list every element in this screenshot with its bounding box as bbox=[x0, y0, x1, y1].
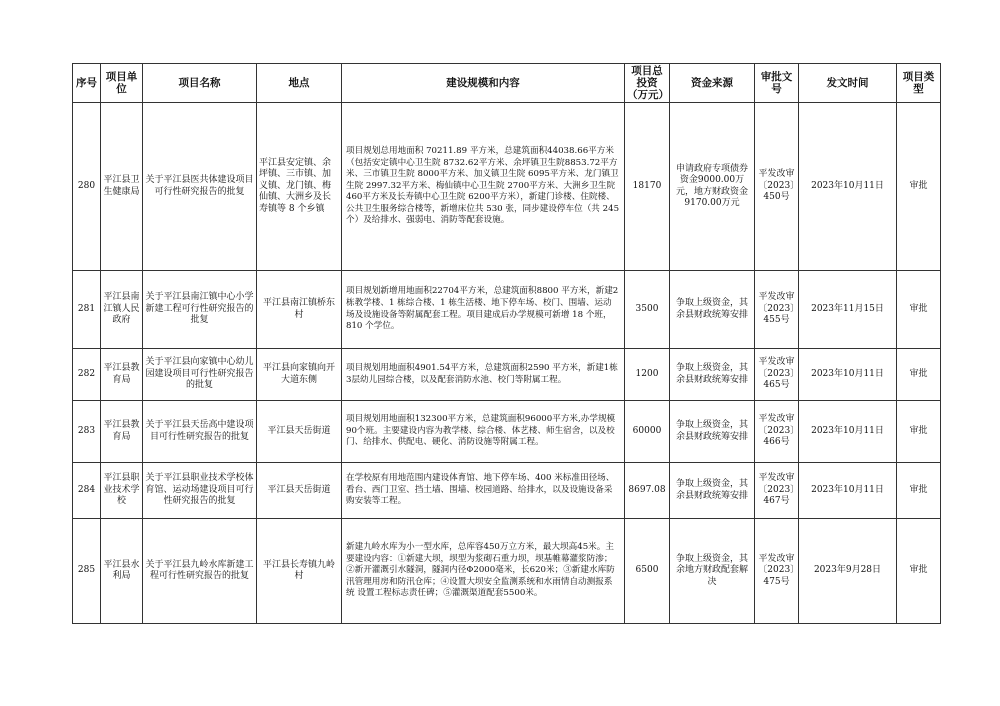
cell-approval: 平发改审〔2023〕465号 bbox=[755, 349, 799, 401]
cell-location: 平江县长寿镇九岭村 bbox=[257, 519, 342, 624]
cell-approval: 平发改审〔2023〕455号 bbox=[755, 271, 799, 349]
header-funding: 资金来源 bbox=[670, 64, 755, 103]
cell-location: 平江县南江镇桥东村 bbox=[257, 271, 342, 349]
cell-date: 2023年10月11日 bbox=[799, 463, 897, 519]
cell-no: 285 bbox=[73, 519, 101, 624]
cell-approval: 平发改审〔2023〕450号 bbox=[755, 103, 799, 271]
cell-investment: 1200 bbox=[625, 349, 670, 401]
cell-investment: 60000 bbox=[625, 401, 670, 463]
cell-approval: 平发改审〔2023〕467号 bbox=[755, 463, 799, 519]
cell-scope: 项目规划总用地面积 70211.89 平方米，总建筑面积44038.66平方米（包括安定镇中心卫生院 8732.62平方米、余坪镇卫生院8853.72平方米、三市镇卫生院 8000平方米、加义镇卫生院 6095平方米、龙门镇卫生院 2997.32平方米、梅仙镇中心卫生院 2700平方米、大洲乡卫生院 460平方米及长寿镇中心卫生院 6200平方米），新建门诊楼、住院楼、公共卫生服务综合楼等，新增床位共 530 张，同步建设停车位（共 245 个）及给排水、强弱电、消防等配套设施。 bbox=[342, 103, 625, 271]
table-row bbox=[73, 271, 941, 349]
cell-no: 284 bbox=[73, 463, 101, 519]
cell-funding: 争取上级资金，其余县财政统筹安排 bbox=[670, 349, 755, 401]
header-scope: 建设规模和内容 bbox=[342, 64, 625, 103]
cell-type: 审批 bbox=[897, 519, 941, 624]
cell-scope: 新建九岭水库为小一型水库，总库容450万立方米，最大坝高45米。主要建设内容：①新建大坝，坝型为浆砌石重力坝，坝基帷幕灌浆防渗；②新开灌溉引水隧洞，隧洞内径Φ2000毫米，长620米；③新建水库防汛管理用房和防汛仓库；④设置大坝安全监测系统和水雨情自动测报系统 设置工程标志责任碑；⑤灌溉渠道配套5500米。 bbox=[342, 519, 625, 624]
cell-name: 关于平江县天岳高中建设项目可行性研究报告的批复 bbox=[143, 401, 257, 463]
table-row bbox=[73, 349, 941, 401]
cell-no: 281 bbox=[73, 271, 101, 349]
cell-date: 2023年9月28日 bbox=[799, 519, 897, 624]
cell-funding: 争取上级资金，其余县财政统筹安排 bbox=[670, 271, 755, 349]
header-row bbox=[73, 64, 941, 103]
cell-investment: 18170 bbox=[625, 103, 670, 271]
cell-location: 平江县向家镇向开大道东侧 bbox=[257, 349, 342, 401]
cell-no: 283 bbox=[73, 401, 101, 463]
cell-no: 282 bbox=[73, 349, 101, 401]
cell-name: 关于平江县向家镇中心幼儿园建设项目可行性研究报告的批复 bbox=[143, 349, 257, 401]
cell-no: 280 bbox=[73, 103, 101, 271]
header-date: 发文时间 bbox=[799, 64, 897, 103]
cell-approval: 平发改审〔2023〕466号 bbox=[755, 401, 799, 463]
cell-scope: 项目规划用地面积4901.54平方米，总建筑面积2590 平方米，新建1栋3层幼儿园综合楼，以及配套消防水池、校门等附属工程。 bbox=[342, 349, 625, 401]
cell-name: 关于平江县九岭水库新建工程可行性研究报告的批复 bbox=[143, 519, 257, 624]
table-row bbox=[73, 401, 941, 463]
cell-name: 关于平江县医共体建设项目可行性研究报告的批复 bbox=[143, 103, 257, 271]
cell-unit: 平江县教育局 bbox=[101, 401, 143, 463]
cell-type: 审批 bbox=[897, 401, 941, 463]
header-investment: 项目总投资（万元） bbox=[625, 64, 670, 103]
header-name: 项目名称 bbox=[143, 64, 257, 103]
cell-scope: 项目规划新增用地面积22704平方米，总建筑面积8800 平方米，新建2 栋教学楼、1 栋综合楼、1 栋生活楼、地下停车场、校门、围墙、运动场及设施设备等附属配套工程。项目建成后办学规模可新增 18 个班，810 个学位。 bbox=[342, 271, 625, 349]
cell-name: 关于平江县南江镇中心小学新建工程可行性研究报告的批复 bbox=[143, 271, 257, 349]
cell-funding: 争取上级资金，其余地方财政配套解决 bbox=[670, 519, 755, 624]
header-no: 序号 bbox=[73, 64, 101, 103]
cell-type: 审批 bbox=[897, 463, 941, 519]
cell-investment: 3500 bbox=[625, 271, 670, 349]
cell-funding: 争取上级资金，其余县财政统筹安排 bbox=[670, 463, 755, 519]
cell-approval: 平发改审〔2023〕475号 bbox=[755, 519, 799, 624]
cell-date: 2023年10月11日 bbox=[799, 103, 897, 271]
cell-investment: 6500 bbox=[625, 519, 670, 624]
cell-type: 审批 bbox=[897, 103, 941, 271]
table-row bbox=[73, 103, 941, 271]
cell-date: 2023年10月11日 bbox=[799, 401, 897, 463]
cell-investment: 8697.08 bbox=[625, 463, 670, 519]
cell-unit: 平江县南江镇人民政府 bbox=[101, 271, 143, 349]
cell-unit: 平江县水利局 bbox=[101, 519, 143, 624]
table-row bbox=[73, 463, 941, 519]
cell-scope: 在学校原有用地范围内建设体育馆、地下停车场、400 米标准田径场、看台、西门卫室、挡土墙、围墙、校园道路、给排水，以及设施设备采购安装等工程。 bbox=[342, 463, 625, 519]
header-location: 地点 bbox=[257, 64, 342, 103]
header-approval: 审批文号 bbox=[755, 64, 799, 103]
cell-name: 关于平江县职业技术学校体育馆、运动场建设项目可行性研究报告的批复 bbox=[143, 463, 257, 519]
header-type: 项目类型 bbox=[897, 64, 941, 103]
cell-funding: 申请政府专项债券资金9000.00万元，地方财政资金9170.00万元 bbox=[670, 103, 755, 271]
cell-funding: 争取上级资金，其余县财政统筹安排 bbox=[670, 401, 755, 463]
project-approval-table bbox=[72, 63, 941, 624]
cell-type: 审批 bbox=[897, 349, 941, 401]
cell-date: 2023年11月15日 bbox=[799, 271, 897, 349]
table-row bbox=[73, 519, 941, 624]
cell-unit: 平江县卫生健康局 bbox=[101, 103, 143, 271]
cell-date: 2023年10月11日 bbox=[799, 349, 897, 401]
header-unit: 项目单位 bbox=[101, 64, 143, 103]
cell-location: 平江县天岳街道 bbox=[257, 463, 342, 519]
cell-type: 审批 bbox=[897, 271, 941, 349]
cell-location: 平江县安定镇、余坪镇、三市镇、加义镇、龙门镇、梅仙镇、大洲乡及长寿镇等 8 个乡镇 bbox=[257, 103, 342, 271]
cell-unit: 平江县教育局 bbox=[101, 349, 143, 401]
cell-location: 平江县天岳街道 bbox=[257, 401, 342, 463]
cell-unit: 平江县职业技术学校 bbox=[101, 463, 143, 519]
cell-scope: 项目规划用地面积132300平方米，总建筑面积96000平方米,办学规模90个班。主要建设内容为教学楼、综合楼、体艺楼、师生宿舍，以及校门、给排水、供配电、硬化、消防设施等附属工程。 bbox=[342, 401, 625, 463]
